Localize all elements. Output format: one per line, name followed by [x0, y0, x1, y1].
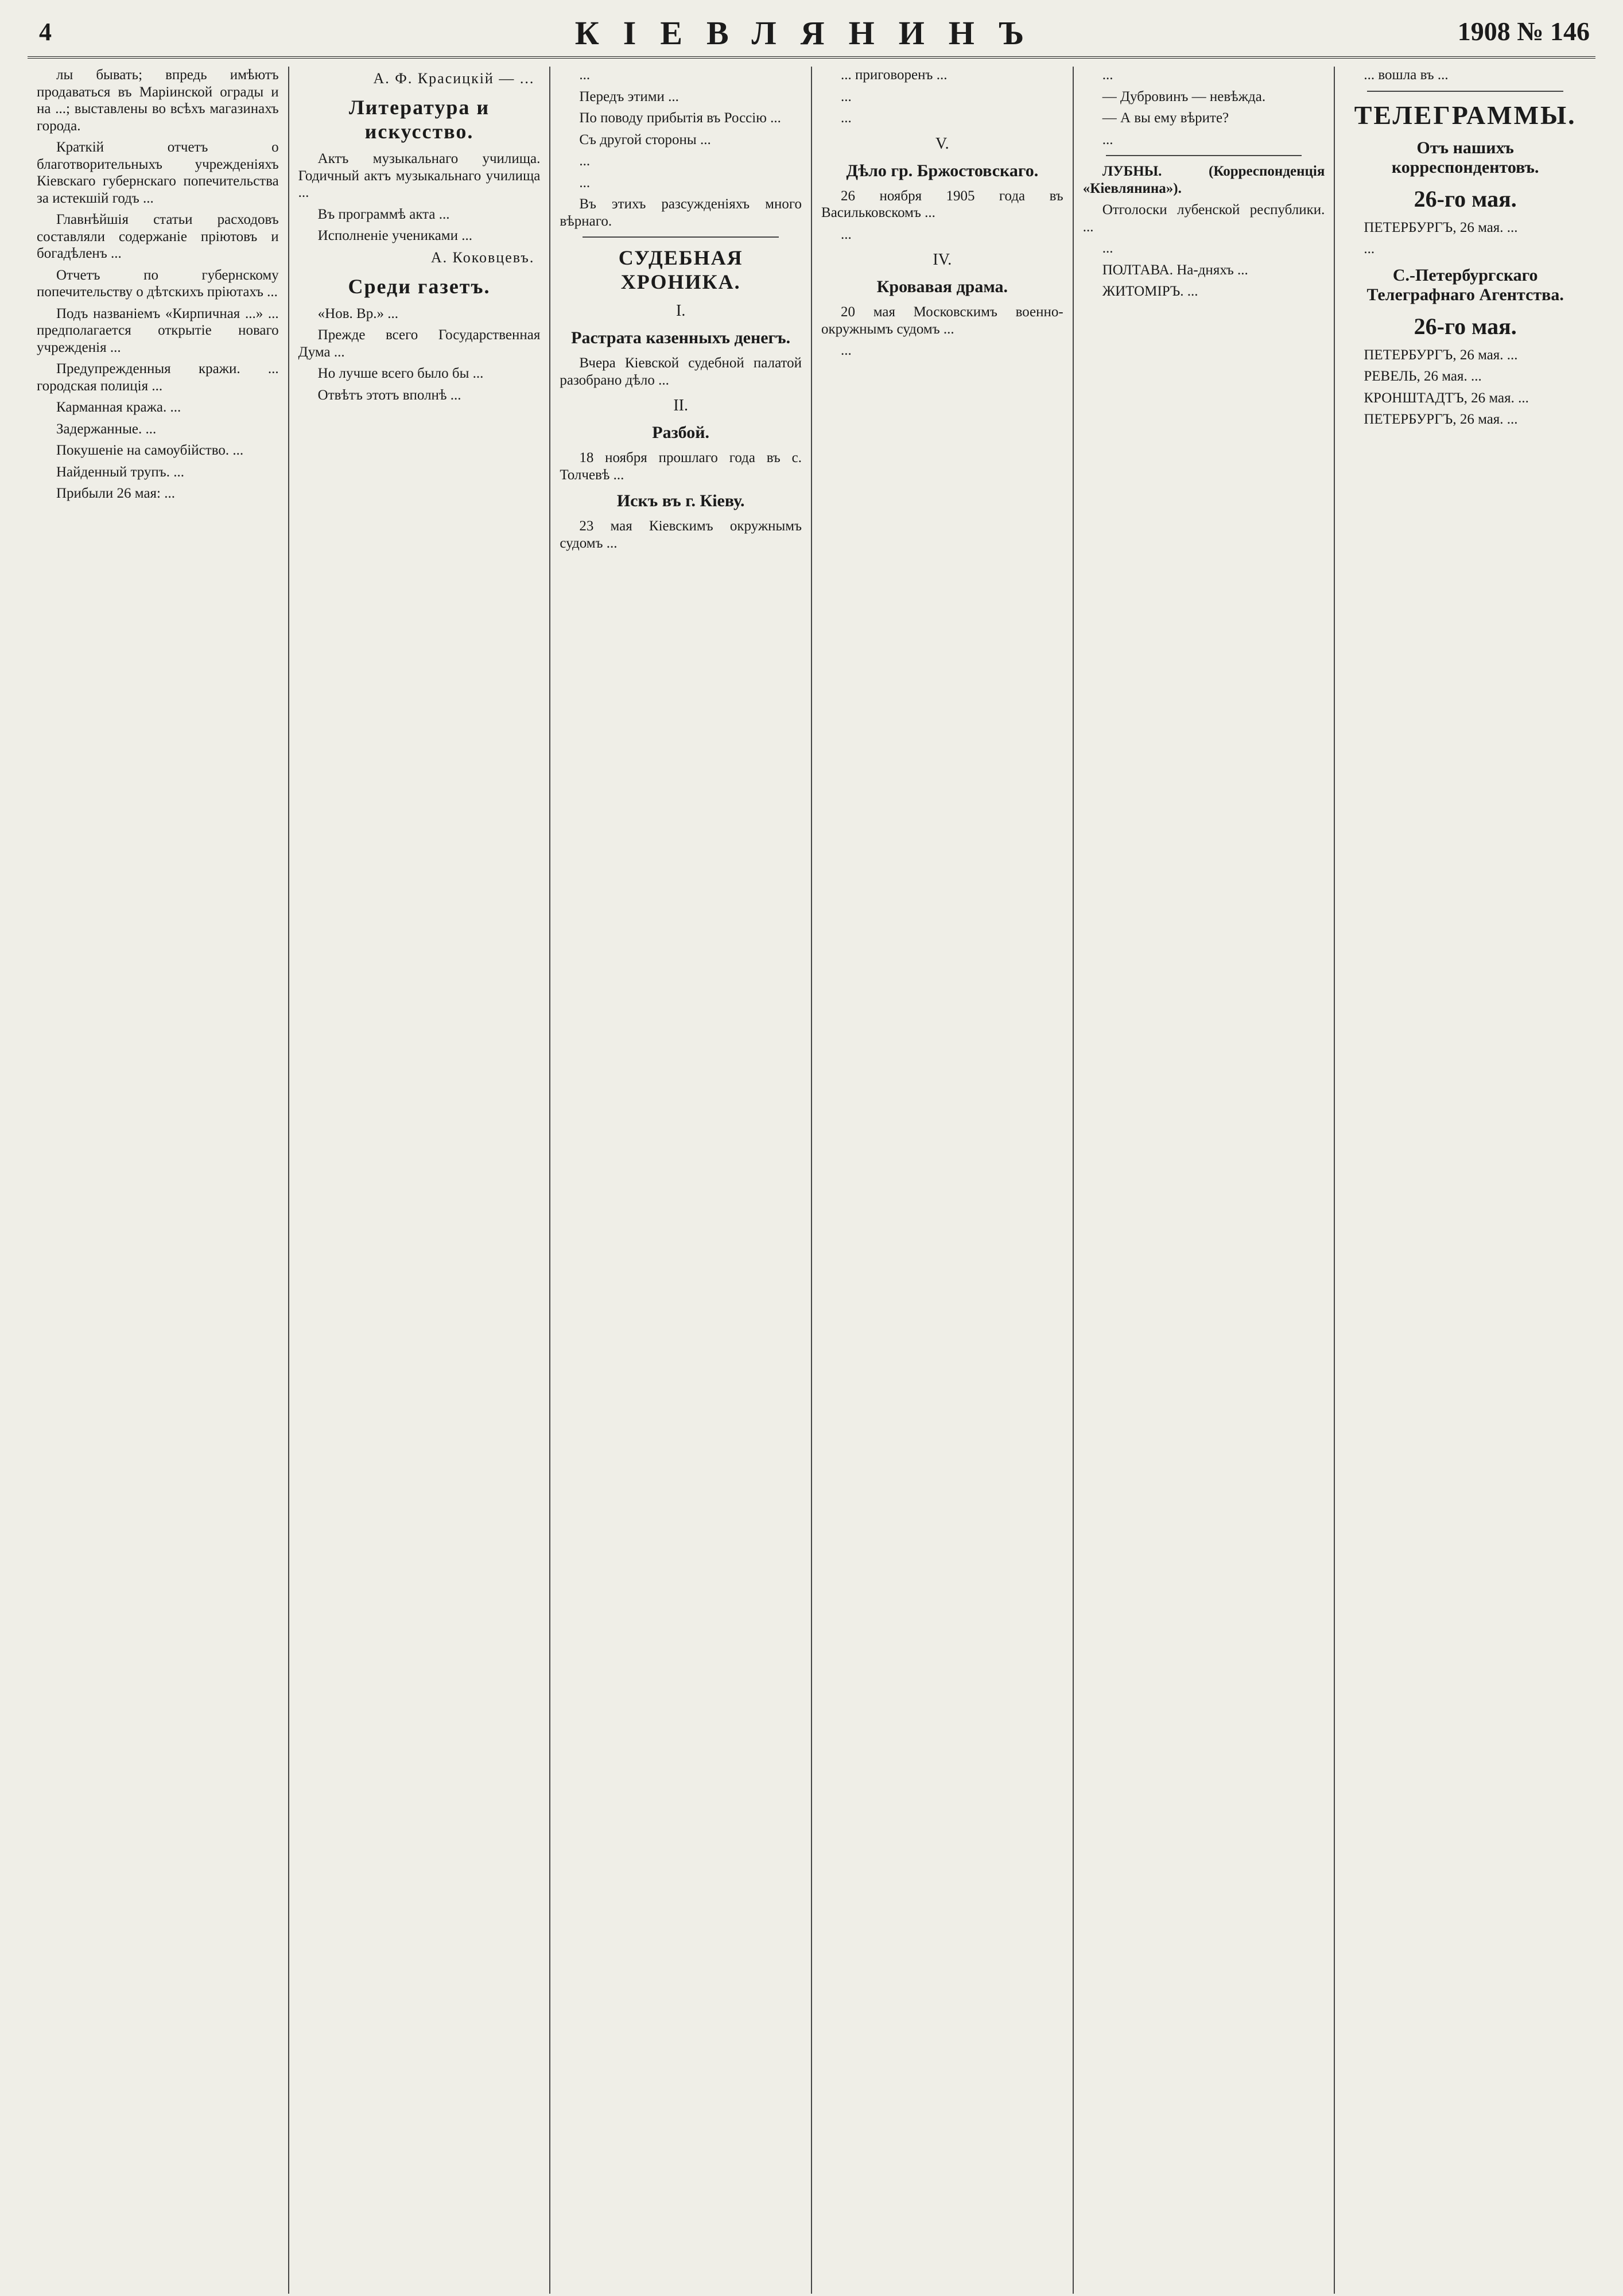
signature: А. Ф. Красицкій — ...	[373, 70, 535, 87]
paragraph: РЕВЕЛЬ, 26 мая. ...	[1364, 369, 1482, 384]
telegram-source: Отъ нашихъ корреспондентовъ.	[1391, 138, 1539, 177]
divider	[1367, 91, 1563, 92]
paragraph: ...	[841, 226, 852, 242]
article-heading: Дѣло гр. Бржостовскаго.	[846, 161, 1039, 180]
paragraph: Вчера Кіевской судебной палатой разобрано дѣло ...	[560, 355, 802, 388]
article-heading: Разбой.	[652, 423, 710, 442]
paragraph: Отчетъ по губернскому попечительству о дѣтскихъ пріютахъ ...	[37, 267, 279, 300]
newspaper-title: КІЕВЛЯНИНЪ	[574, 14, 1049, 52]
paragraph: ПЕТЕРБУРГЪ, 26 мая. ...	[1364, 412, 1518, 427]
paragraph: Въ программѣ акта ...	[317, 206, 450, 222]
paragraph: ...	[1102, 131, 1113, 148]
section-heading-press: Среди газетъ.	[348, 274, 491, 298]
column-5	[1074, 67, 1335, 2294]
correspondence-heading: ЛУБНЫ. (Корреспонденція «Кіевлянина»).	[1082, 164, 1325, 196]
paragraph: Предупрежденныя кражи. ... городская полиція ...	[37, 361, 279, 394]
paragraph: ПОЛТАВА. На-дняхъ ...	[1102, 262, 1248, 278]
paragraph: 18 ноября прошлаго года въ с. Толчевѣ ...	[560, 450, 802, 483]
article-heading: Растрата казенныхъ денегъ.	[571, 328, 791, 347]
column-6	[1335, 67, 1595, 2294]
paragraph: ...	[1102, 67, 1113, 83]
masthead	[28, 11, 1595, 59]
paragraph: КРОНШТАДТЪ, 26 мая. ...	[1364, 390, 1529, 406]
paragraph: 26 ноября 1905 года въ Васильковскомъ ...	[821, 188, 1063, 220]
paragraph: ...	[841, 110, 852, 126]
paragraph: ...	[1102, 241, 1113, 256]
paragraph: — А вы ему вѣрите?	[1102, 110, 1229, 126]
columns	[28, 67, 1595, 2294]
paragraph: ... вошла въ ...	[1364, 67, 1449, 83]
paragraph: ...	[841, 88, 852, 104]
column-3	[550, 67, 812, 2294]
paragraph: ...	[1364, 241, 1375, 257]
paragraph: ... приговоренъ ...	[841, 67, 948, 83]
issue-number: 1908 № 146	[1457, 17, 1590, 46]
article-number: I.	[676, 302, 686, 320]
telegram-date: 26-го мая.	[1414, 185, 1517, 212]
paragraph: Карманная кража. ...	[56, 400, 181, 415]
paragraph: Подъ названіемъ «Кирпичная ...» ... предполагается открытіе новаго учрежденія ...	[37, 305, 279, 355]
paragraph: Въ этихъ разсужденіяхъ много вѣрнаго.	[560, 196, 802, 229]
paragraph: ...	[579, 67, 591, 83]
paragraph: Актъ музыкальнаго училища. Годичный актъ музыкальнаго училища ...	[298, 151, 541, 200]
paragraph: Съ другой стороны ...	[579, 131, 711, 148]
signature: А. Коковцевъ.	[430, 249, 535, 266]
paragraph: Отвѣтъ этотъ вполнѣ ...	[317, 387, 461, 403]
column-4	[812, 67, 1074, 2294]
paragraph: ПЕТЕРБУРГЪ, 26 мая. ...	[1364, 347, 1518, 363]
paragraph: Прежде всего Государственная Дума ...	[298, 327, 541, 360]
paragraph: Краткій отчетъ о благотворительныхъ учрежденіяхъ Кіевскаго губернскаго попечительства за истекшій годъ ...	[37, 139, 279, 206]
article-heading: Искъ въ г. Кіеву.	[616, 491, 745, 510]
section-heading-chronicle: СУДЕБНАЯ ХРОНИКА.	[618, 246, 743, 293]
article-heading: Кровавая драма.	[876, 277, 1008, 296]
paragraph: ЖИТОМІРЪ. ...	[1102, 284, 1198, 299]
paragraph: — Дубровинъ — невѣжда.	[1102, 88, 1266, 104]
paragraph: Отголоски лубенской республики. ...	[1082, 202, 1325, 235]
paragraph: Найденный трупъ. ...	[56, 464, 184, 480]
paragraph: ПЕТЕРБУРГЪ, 26 мая. ...	[1364, 219, 1518, 235]
paragraph: Исполненіе учениками ...	[317, 228, 472, 243]
paragraph: 23 мая Кіевскимъ окружнымъ судомъ ...	[560, 518, 802, 551]
divider	[1106, 155, 1302, 156]
divider	[583, 236, 779, 238]
telegram-date: 26-го мая.	[1414, 313, 1517, 339]
paragraph: Главнѣйшія статьи расходовъ составляли содержаніе пріютовъ и богадѣленъ ...	[37, 212, 279, 261]
column-1	[28, 67, 289, 2294]
article-number: II.	[673, 397, 688, 414]
paragraph: Покушеніе на самоубійство. ...	[56, 443, 244, 458]
section-heading-telegrams: ТЕЛЕГРАММЫ.	[1354, 100, 1577, 130]
paragraph: Задержанные. ...	[56, 421, 157, 437]
paragraph: Передъ этими ...	[579, 88, 679, 104]
paragraph: «Нов. Вр.» ...	[317, 305, 398, 321]
paragraph: лы бывать; впредь имѣютъ продаваться въ Маріинской ограды и на ...; выставлены во всѣхъ магазинахъ города.	[37, 67, 279, 134]
page-number: 4	[39, 18, 52, 46]
paragraph: ...	[579, 153, 591, 169]
paragraph: 20 мая Московскимъ военно-окружнымъ судомъ ...	[821, 304, 1063, 337]
paragraph: Но лучше всего было бы ...	[317, 366, 484, 381]
paragraph: Прибыли 26 мая: ...	[56, 486, 175, 501]
paragraph: По поводу прибытія въ Россію ...	[579, 110, 781, 126]
column-2	[289, 67, 551, 2294]
paragraph: ...	[579, 174, 591, 191]
paragraph: ...	[841, 343, 852, 358]
telegram-source: С.-Петербургскаго Телеграфнаго Агентства.	[1366, 265, 1564, 304]
article-number: V.	[935, 134, 949, 153]
section-heading-literature: Литература и искусство.	[348, 96, 490, 143]
article-number: IV.	[933, 251, 952, 269]
